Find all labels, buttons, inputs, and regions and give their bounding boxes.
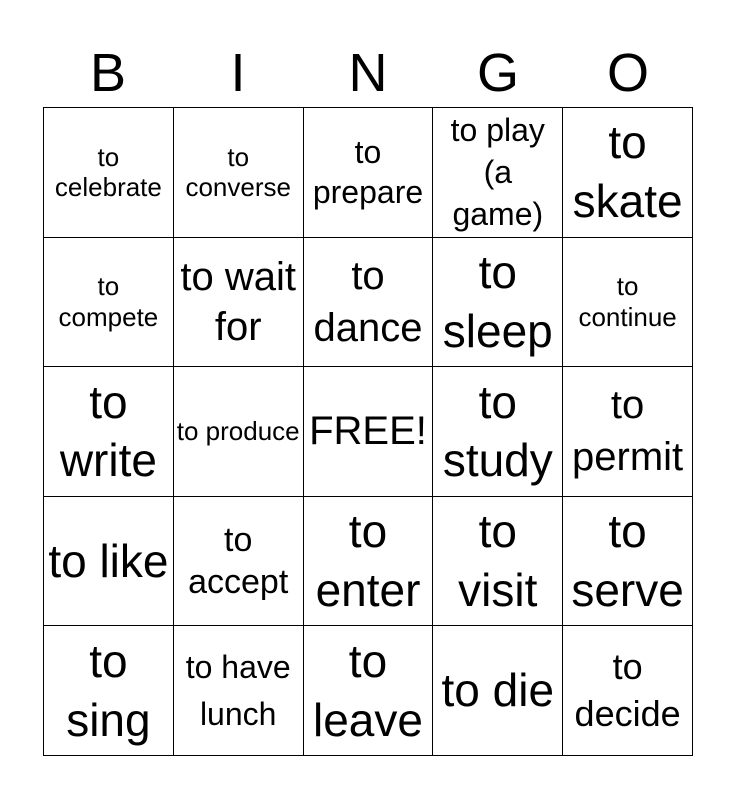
cell-text: to produce — [176, 416, 300, 447]
cell-text: to die — [441, 664, 555, 717]
bingo-cell[interactable] — [304, 238, 434, 368]
bingo-cell[interactable] — [304, 497, 434, 627]
bingo-cell[interactable] — [174, 626, 304, 756]
bingo-board — [43, 107, 693, 756]
free-space-label: FREE! — [309, 409, 427, 454]
cell-text: to skate — [572, 116, 683, 228]
bingo-cell[interactable] — [563, 497, 693, 627]
cell-text: to serve — [571, 505, 684, 617]
cell-text: to continue — [578, 271, 677, 332]
header-letter-i: I — [230, 43, 246, 103]
bingo-cell[interactable] — [433, 497, 563, 627]
cell-text: to study — [442, 375, 553, 487]
cell-text: to accept — [188, 520, 289, 602]
header-letter-o: O — [606, 43, 649, 103]
bingo-cell[interactable] — [44, 367, 174, 497]
cell-text: to sleep — [442, 246, 553, 357]
bingo-cell[interactable] — [304, 626, 434, 756]
cell-text: to enter — [315, 505, 421, 617]
bingo-cell[interactable] — [433, 108, 563, 238]
cell-text: to play (a game) — [450, 111, 545, 233]
free-space[interactable] — [304, 367, 434, 497]
bingo-cell[interactable] — [563, 367, 693, 497]
cell-text: to decide — [574, 645, 681, 734]
cell-text: to compete — [58, 271, 159, 332]
cell-text: to prepare — [312, 134, 424, 211]
bingo-cell[interactable] — [433, 626, 563, 756]
bingo-cell[interactable] — [563, 626, 693, 756]
cell-text: to leave — [313, 634, 423, 746]
cell-text: to dance — [313, 253, 423, 350]
cell-text: to like — [48, 534, 169, 587]
bingo-cell[interactable] — [563, 238, 693, 368]
header-letter-g: G — [476, 43, 519, 103]
cell-text: to permit — [572, 383, 684, 480]
cell-text: to wait for — [180, 254, 296, 349]
bingo-cell[interactable] — [44, 108, 174, 238]
bingo-cell[interactable] — [44, 238, 174, 368]
cell-text: to sing — [66, 634, 151, 746]
bingo-cell[interactable] — [433, 367, 563, 497]
bingo-cell[interactable] — [174, 238, 304, 368]
cell-text: to celebrate — [54, 141, 162, 203]
bingo-cell[interactable] — [563, 108, 693, 238]
header-letter-n: N — [348, 43, 388, 103]
bingo-header — [43, 40, 693, 106]
cell-text: to have lunch — [185, 649, 291, 732]
bingo-cell[interactable] — [174, 497, 304, 627]
cell-text: to converse — [185, 141, 291, 203]
bingo-cell[interactable] — [44, 626, 174, 756]
bingo-cell[interactable] — [304, 108, 434, 238]
bingo-cell[interactable] — [174, 108, 304, 238]
cell-text: to write — [59, 375, 157, 487]
bingo-cell[interactable] — [174, 367, 304, 497]
bingo-cell[interactable] — [433, 238, 563, 368]
header-letter-b: B — [89, 43, 127, 103]
cell-text: to visit — [458, 505, 538, 617]
bingo-cell[interactable] — [44, 497, 174, 627]
